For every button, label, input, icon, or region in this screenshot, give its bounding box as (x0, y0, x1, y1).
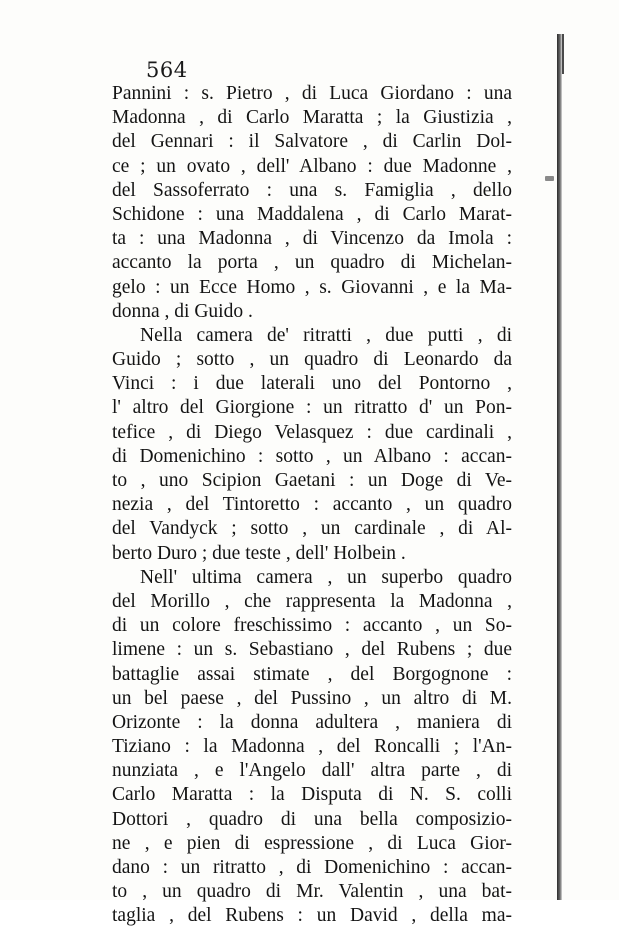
binding-mark (545, 176, 554, 181)
page-binding-edge (557, 34, 562, 900)
text-line: di Domenichino : sotto , un Albano : accan- (112, 445, 512, 467)
text-line: tefice , di Diego Velasquez : due cardinali , (112, 421, 512, 443)
text-line: nunziata , e l'Angelo dall' altra parte , di (112, 760, 512, 782)
text-line: Carlo Maratta : la Disputa di N. S. colli (112, 784, 512, 806)
text-line: limene : un s. Sebastiano , del Rubens ; due (112, 639, 512, 661)
text-line: Schidone : una Maddalena , di Carlo Marat- (112, 203, 512, 225)
text-line: di un colore freschissimo : accanto , un So- (112, 615, 512, 637)
text-line: accanto la porta , un quadro di Michelan- (112, 252, 512, 274)
text-line: ce ; un ovato , dell' Albano : due Madonne , (112, 155, 512, 177)
paragraph-start-line: Nella camera de' ritratti , due putti , di (140, 324, 512, 346)
text-line: ta : una Madonna , di Vincenzo da Imola : (112, 228, 512, 250)
paragraph-start-line: Nell' ultima camera , un superbo quadro (140, 566, 512, 588)
text-line: Tiziano : la Madonna , del Roncalli ; l'An- (112, 736, 512, 758)
text-line: donna , di Guido . (112, 300, 253, 322)
text-line: Pannini : s. Pietro , di Luca Giordano : una (112, 83, 512, 104)
text-line: Madonna , di Carlo Maratta ; la Giustizia , (112, 107, 512, 129)
text-line: del Vandyck ; sotto , un cardinale , di Al- (112, 518, 512, 540)
text-line: del Morillo , che rappresenta la Madonna , (112, 590, 512, 612)
text-line: Guido ; sotto , un quadro di Leonardo da (112, 349, 512, 371)
body-text (112, 82, 512, 929)
text-line: gelo : un Ecce Homo , s. Giovanni , e la Ma- (112, 276, 512, 298)
page-binding-edge-top (562, 34, 564, 74)
text-line: un bel paese , del Pussino , un altro di M. (112, 687, 512, 709)
text-line: nezia , del Tintoretto : accanto , un quadro (112, 494, 512, 516)
text-line: Vinci : i due laterali uno del Pontorno , (112, 373, 512, 395)
text-line: berto Duro ; due teste , dell' Holbein . (112, 542, 406, 564)
text-line: ne , e pien di espressione , di Luca Gior- (112, 832, 512, 854)
text-line: taglia , del Rubens : un David , della ma- (112, 905, 512, 927)
page-number: 564 (146, 58, 188, 82)
text-line: battaglie assai stimate , del Borgognone : (112, 663, 512, 685)
text-line: del Sassoferrato : una s. Famiglia , dello (112, 179, 512, 201)
text-line: Orizonte : la donna adultera , maniera di (112, 711, 512, 733)
text-line: dano : un ritratto , di Domenichino : accan- (112, 857, 512, 878)
text-line: del Gennari : il Salvatore , di Carlin Dol- (112, 131, 512, 153)
text-line: to , un quadro di Mr. Valentin , una bat- (112, 881, 512, 903)
text-line: to , uno Scipion Gaetani : un Doge di Ve- (112, 470, 512, 491)
text-line: Dottori , quadro di una bella composizio- (112, 808, 512, 830)
text-line: l' altro del Giorgione : un ritratto d' un Pon- (112, 397, 512, 419)
